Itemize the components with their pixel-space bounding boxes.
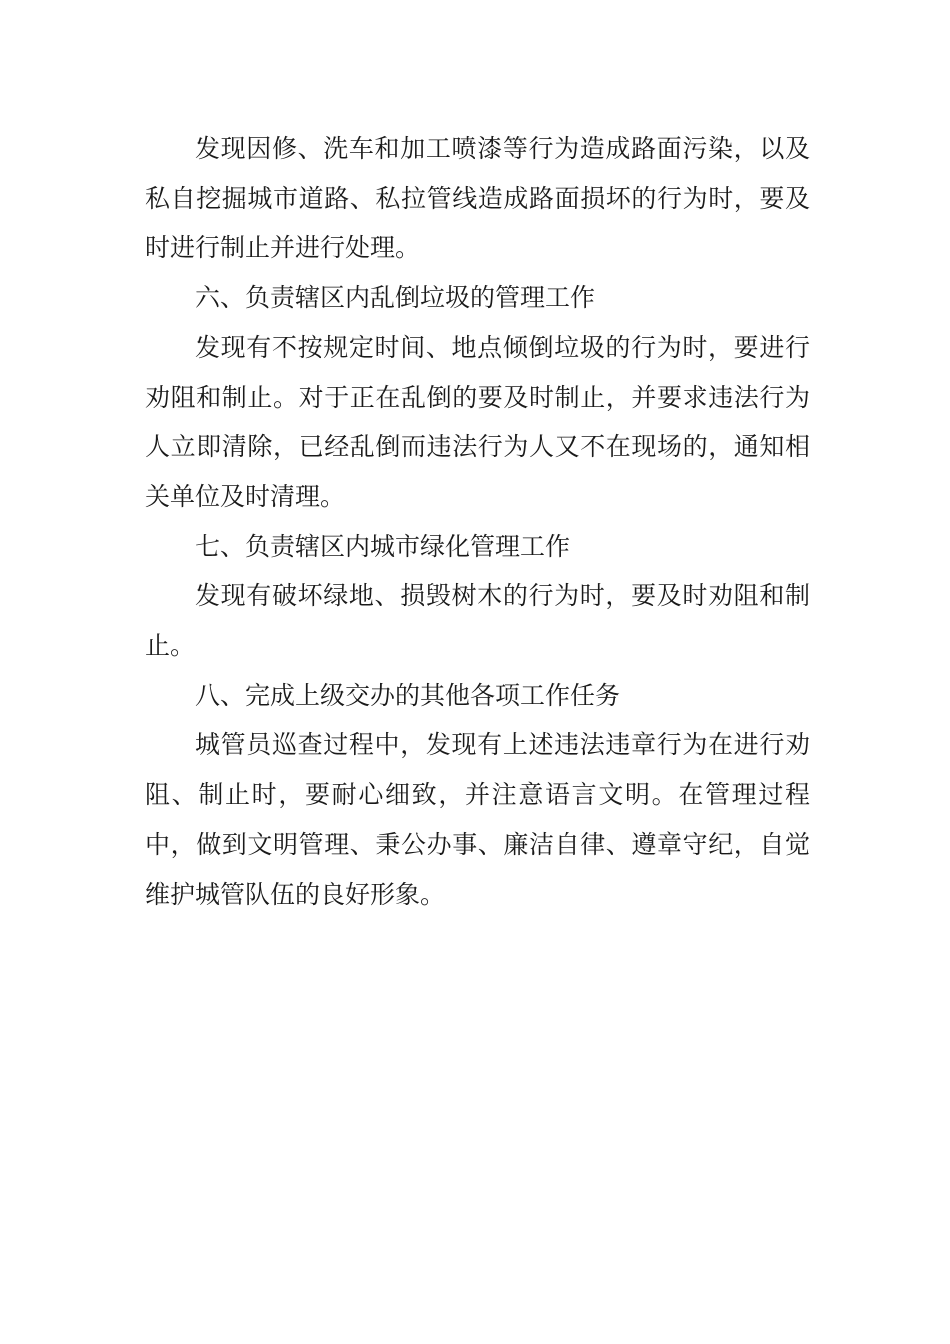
section-heading-8: 八、完成上级交办的其他各项工作任务 <box>195 680 621 710</box>
section-heading-7: 七、负责辖区内城市绿化管理工作 <box>195 531 571 561</box>
section-heading-6: 六、负责辖区内乱倒垃圾的管理工作 <box>195 283 596 313</box>
body-paragraph-greening: 发现有破坏绿地、损毁树木的行为时，要及时劝阻和制止。 <box>145 581 810 661</box>
document-page <box>145 124 810 919</box>
body-paragraph-garbage: 发现有不按规定时间、地点倾倒垃圾的行为时，要进行劝阻和制止。对于正在乱倒的要及时制止，并要求违法行为人立即清除，已经乱倒而违法行为人又不在现场的，通知相关单位及时清理。 <box>145 332 810 511</box>
body-paragraph-conduct: 城管员巡查过程中，发现有上述违法违章行为在进行劝阻、制止时，要耐心细致，并注意语言文明。在管理过程中，做到文明管理、秉公办事、廉洁自律、遵章守纪，自觉维护城管队伍的良好形象。 <box>145 730 810 909</box>
body-paragraph-road-pollution: 发现因修、洗车和加工喷漆等行为造成路面污染，以及私自挖掘城市道路、私拉管线造成路面损坏的行为时，要及时进行制止并进行处理。 <box>145 134 810 263</box>
